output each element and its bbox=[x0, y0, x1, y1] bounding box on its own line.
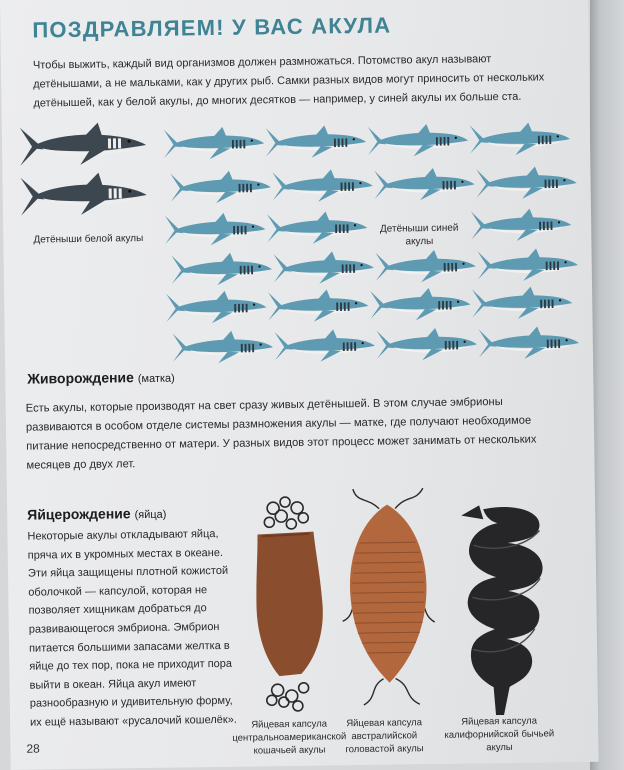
blue-shark-pup-icon bbox=[375, 325, 480, 364]
blue-shark-pup-icon bbox=[265, 209, 370, 248]
blue-shark-pup-icon bbox=[171, 328, 276, 367]
live-birth-heading bbox=[27, 368, 175, 391]
blue-shark-pup-icon bbox=[164, 288, 269, 327]
blue-shark-pup-icon bbox=[273, 327, 378, 366]
blue-shark-pup-icon bbox=[366, 121, 471, 160]
blue-shark-pup-icon bbox=[264, 123, 369, 162]
catshark-capsule-caption: Яйцевая капсула центральноамериканской кошачьей акулы bbox=[232, 718, 347, 757]
blue-shark-pup-icon bbox=[163, 210, 268, 249]
blue-shark-pup-icon bbox=[170, 250, 275, 289]
blue-shark-pup-icon bbox=[474, 164, 579, 203]
swellshark-egg-capsule-icon bbox=[337, 482, 440, 709]
blue-shark-pup-icon bbox=[477, 324, 582, 363]
white-shark-pup-icon bbox=[18, 170, 149, 222]
intro-paragraph: Чтобы выжить, каждый вид организмов должен размножаться. Потомство акул называют детёнышами, а не мальками, как у других рыб. Самки разных видов могут приносить от нескольких детёнышей, как у белой акулы, до многих десятков — например, у синей акулы их больше ста. bbox=[32, 53, 545, 110]
blue-shark-pup-icon bbox=[374, 247, 479, 286]
egg-laying-heading-note: (яйца) bbox=[134, 508, 167, 522]
white-shark-pup-icon bbox=[18, 120, 149, 172]
live-birth-heading-text: Живорождение bbox=[27, 369, 135, 387]
live-birth-paragraph: Есть акулы, которые производят на свет сразу живых детёнышей. В этом случае эмбрионы развиваются в особом отделе системы размножения акулы — матке, где получают необходимое питание непосредственно от матери. У разных видов этот процесс может занимать от нескольких месяцев до двух лет. bbox=[25, 396, 537, 472]
page-title: ПОЗДРАВЛЯЕМ! У ВАС АКУЛА bbox=[32, 12, 392, 43]
page-number: 28 bbox=[26, 741, 40, 756]
live-birth-heading-note: (матка) bbox=[137, 372, 175, 386]
blue-shark-pup-icon bbox=[270, 167, 375, 206]
blue-shark-pup-icon bbox=[266, 287, 371, 326]
blue-shark-pup-icon bbox=[468, 120, 573, 159]
egg-laying-heading-text: Яйцерождение bbox=[27, 505, 131, 523]
catshark-egg-capsule-icon bbox=[243, 493, 338, 724]
blue-shark-pup-icon bbox=[368, 285, 473, 324]
blue-shark-label: Детёныши синей акулы bbox=[379, 222, 459, 248]
blue-shark-pup-icon bbox=[470, 284, 575, 323]
white-shark-label: Детёныши белой акулы bbox=[33, 233, 144, 246]
blue-shark-pup-icon bbox=[476, 246, 581, 285]
egg-laying-heading bbox=[27, 504, 166, 527]
blue-shark-pup-icon bbox=[162, 124, 267, 163]
egg-laying-paragraph: Некоторые акулы откладывают яйца, пряча их в укромных местах в океане. Эти яйца защищены плотной кожистой оболочкой — капсулой, которая не позволяет хищникам добраться до развивающегося эмбриона. Эмбрион питается большими запасами желтка в яйце до тех пор, пока не приходит пора выйти в океан. Яйца акул имеют разнообразную и удивительную форму, их ещё называют «русалочий кошелёк». bbox=[27, 528, 237, 729]
blue-shark-pup-icon bbox=[168, 168, 273, 207]
horn-shark-capsule-caption: Яйцевая капсула калифорнийской бычьей акулы bbox=[444, 715, 555, 754]
blue-shark-pup-icon bbox=[372, 165, 477, 204]
blue-shark-pup-icon bbox=[272, 249, 377, 288]
swellshark-capsule-caption: Яйцевая капсула австралийской головастой акулы bbox=[345, 717, 424, 756]
horn-shark-egg-capsule-icon bbox=[453, 500, 552, 715]
blue-shark-pup-icon bbox=[469, 206, 574, 245]
